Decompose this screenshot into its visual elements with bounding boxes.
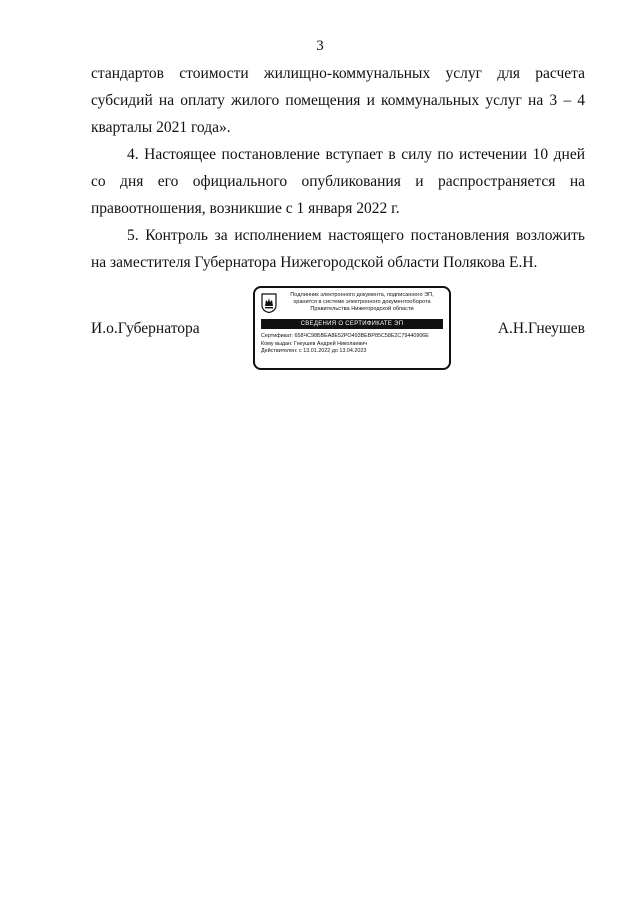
document-body: [91, 60, 585, 276]
coat-of-arms-icon: [261, 293, 277, 313]
stamp-title-bar: СВЕДЕНИЯ О СЕРТИФИКАТЕ ЭП: [261, 319, 443, 329]
electronic-signature-stamp: [253, 286, 451, 370]
stamp-header-line: хранится в системе электронного документооборота: [293, 299, 431, 305]
stamp-certificate: Сертификат: 658ЧС98БВЕА8Е52РО493ВЕВР85С58Е2С79440906Е: [261, 333, 429, 339]
paragraph-5: 5. Контроль за исполнением настоящего постановления возложить на заместителя Губернатора Нижегородской области Полякова Е.Н.: [91, 227, 585, 271]
paragraph-4: 4. Настоящее постановление вступает в силу по истечении 10 дней со дня его официального опубликования и распространяется на правоотношения, возникшие с 1 января 2022 г.: [91, 146, 585, 217]
stamp-issued-to: Кому выдан: Гнеушев Андрей Николаевич: [261, 340, 368, 347]
paragraph-continuation: стандартов стоимости жилищно-коммунальных услуг для расчета субсидий на оплату жилого помещения и коммунальных услуг на 3 – 4 кварталы 2021 года».: [91, 65, 585, 136]
signer-name: А.Н.Гнеушев: [497, 320, 585, 337]
signer-position: И.о.Губернатора: [91, 320, 200, 337]
stamp-details: [261, 333, 445, 356]
stamp-header-line: Правительства Нижегородской области: [310, 306, 414, 312]
signature-block: [91, 286, 585, 376]
page-number: 3: [316, 38, 324, 54]
stamp-validity: Действителен: с 13.01.2022 до 13.04.2023: [261, 348, 367, 355]
stamp-header: [279, 292, 445, 313]
stamp-header-line: Подлинник электронного документа, подписанного ЭП,: [290, 292, 434, 298]
